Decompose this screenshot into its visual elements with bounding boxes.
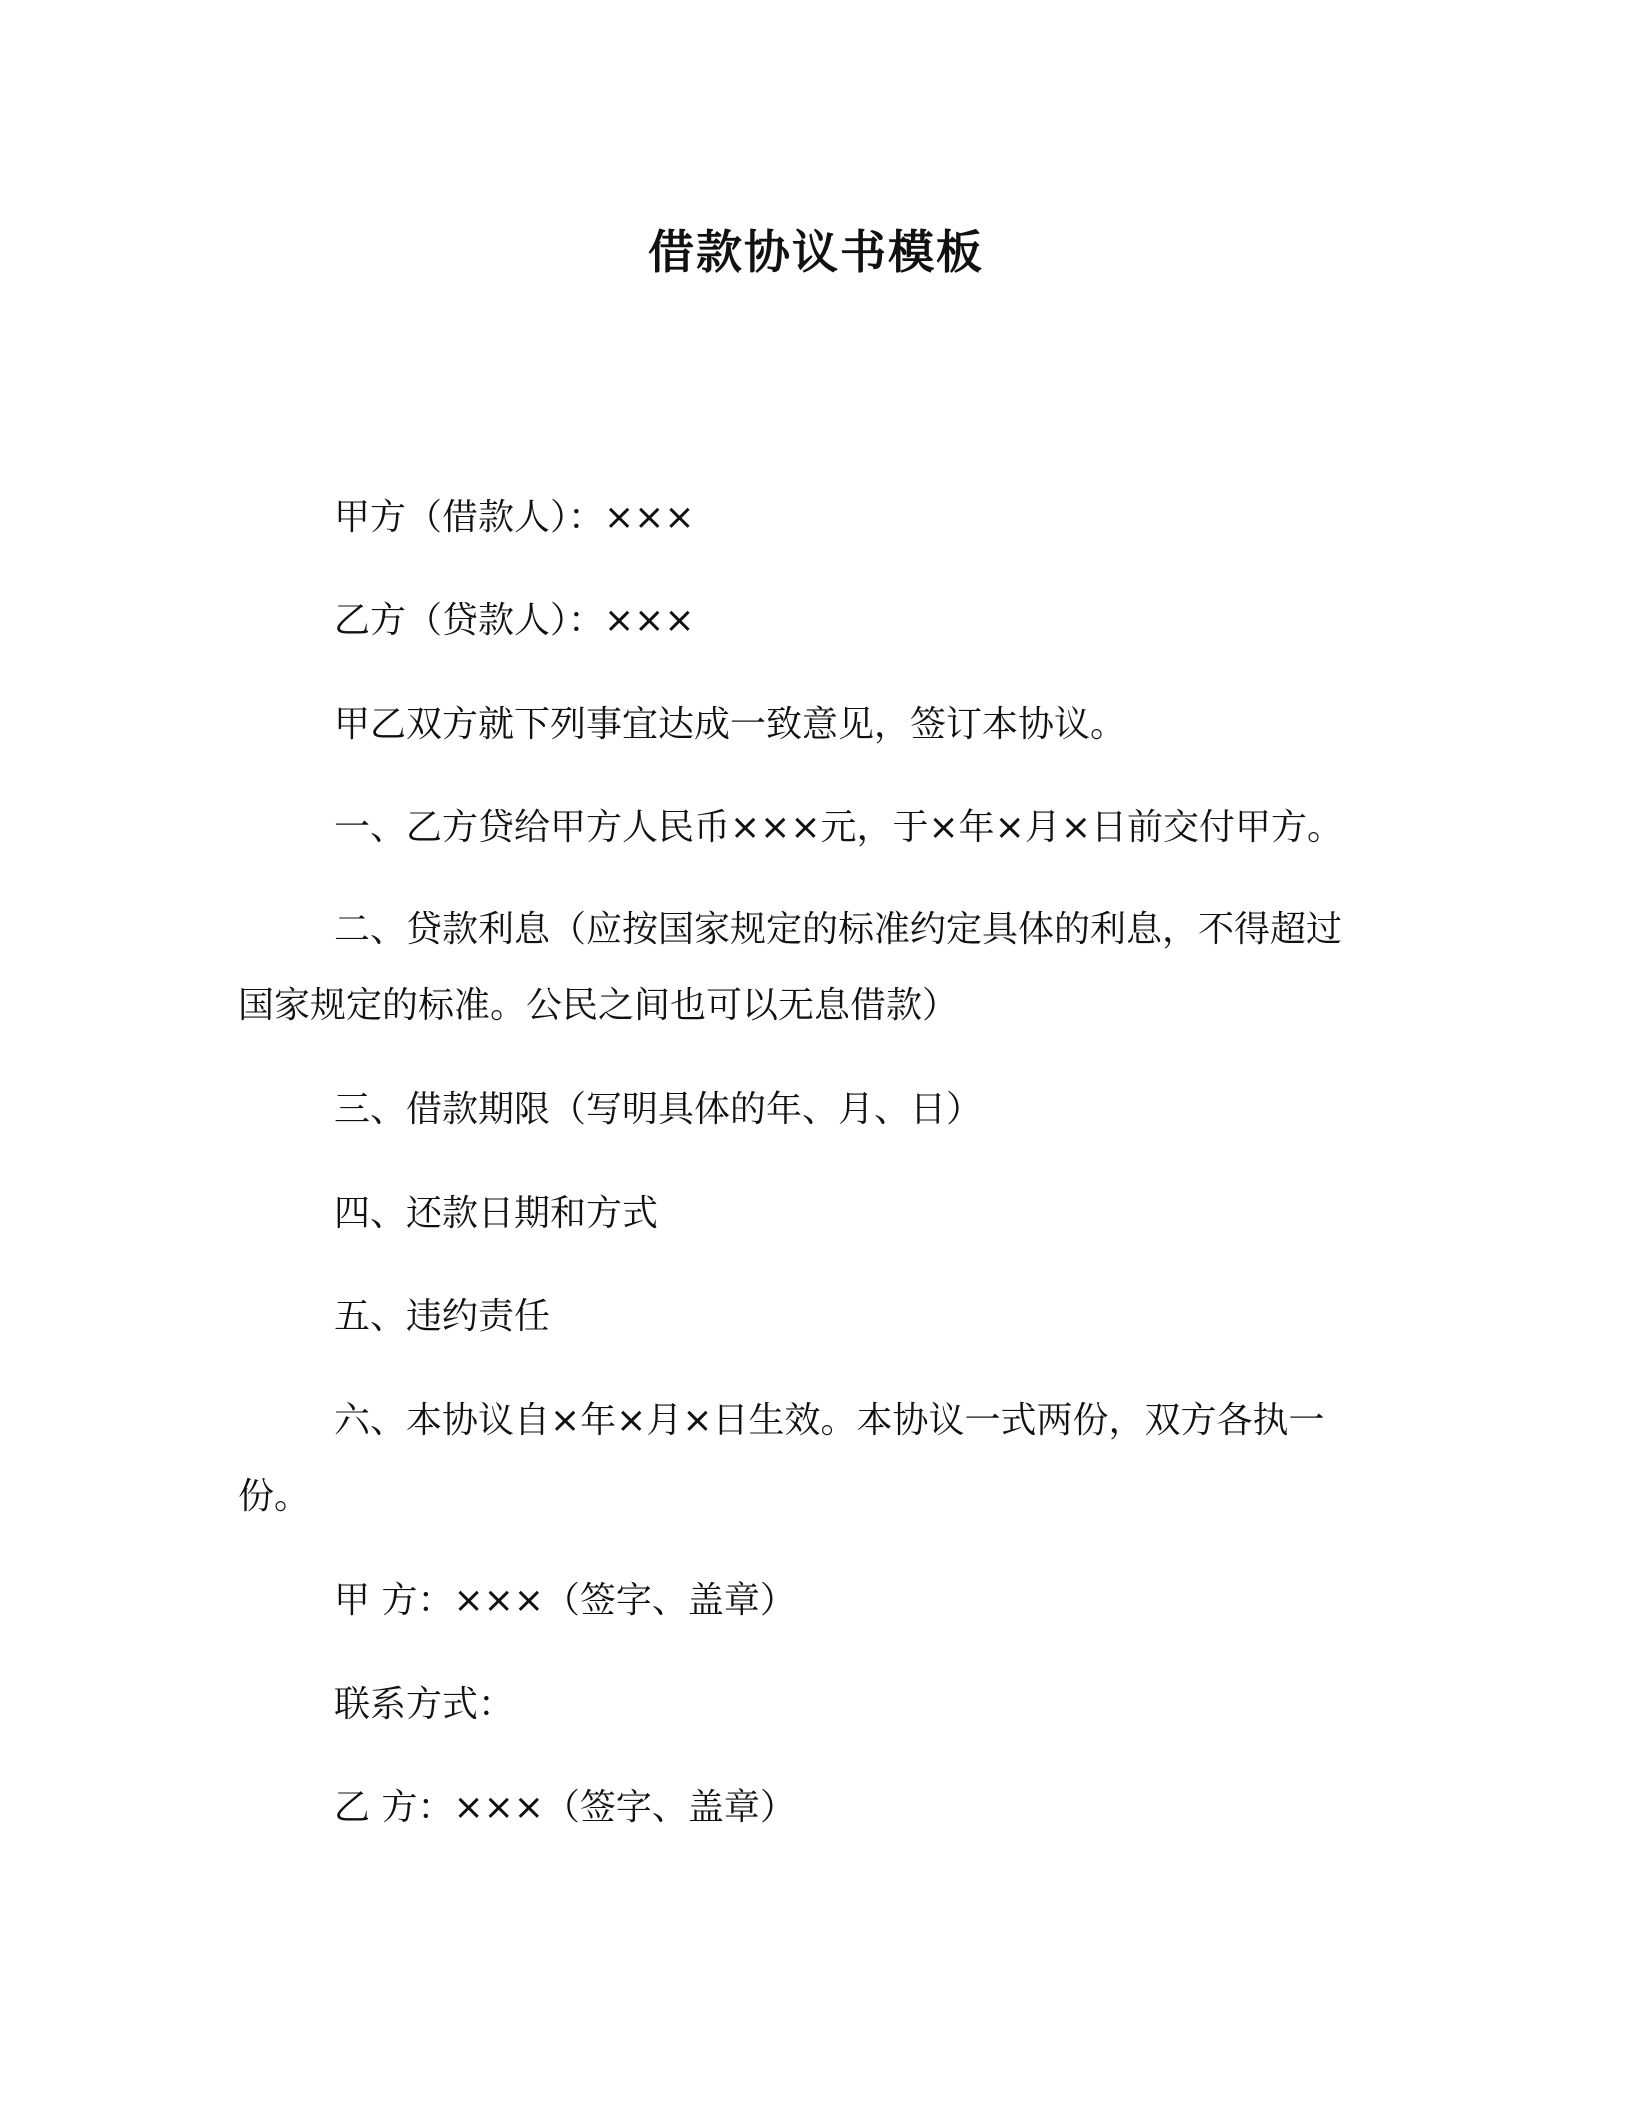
clause-2-line-2: 国家规定的标准。公民之间也可以无息借款）: [238, 985, 959, 1026]
clause-4: 四、还款日期和方式: [334, 1193, 659, 1234]
clause-6-line-1: 六、本协议自×年×月×日生效。本协议一式两份，双方各执一: [334, 1400, 1325, 1441]
signature-party-a: 甲 方：×××（签字、盖章）: [334, 1580, 796, 1621]
clause-1: 一、乙方贷给甲方人民币×××元，于×年×月×日前交付甲方。: [334, 807, 1343, 848]
signature-party-b: 乙 方：×××（签字、盖章）: [334, 1787, 796, 1828]
document-title: 借款协议书模板: [648, 225, 984, 279]
clause-2-line-1: 二、贷款利息（应按国家规定的标准约定具体的利息，不得超过: [334, 909, 1343, 950]
clause-5: 五、违约责任: [334, 1296, 551, 1337]
party-b-line: 乙方（贷款人）：×××: [334, 600, 695, 641]
party-a-line: 甲方（借款人）：×××: [334, 497, 695, 538]
contact-info-label: 联系方式：: [334, 1684, 515, 1725]
clause-6-line-2: 份。: [238, 1476, 311, 1517]
intro-paragraph: 甲乙双方就下列事宜达成一致意见，签订本协议。: [334, 704, 1127, 745]
clause-3: 三、借款期限（写明具体的年、月、日）: [334, 1089, 983, 1130]
